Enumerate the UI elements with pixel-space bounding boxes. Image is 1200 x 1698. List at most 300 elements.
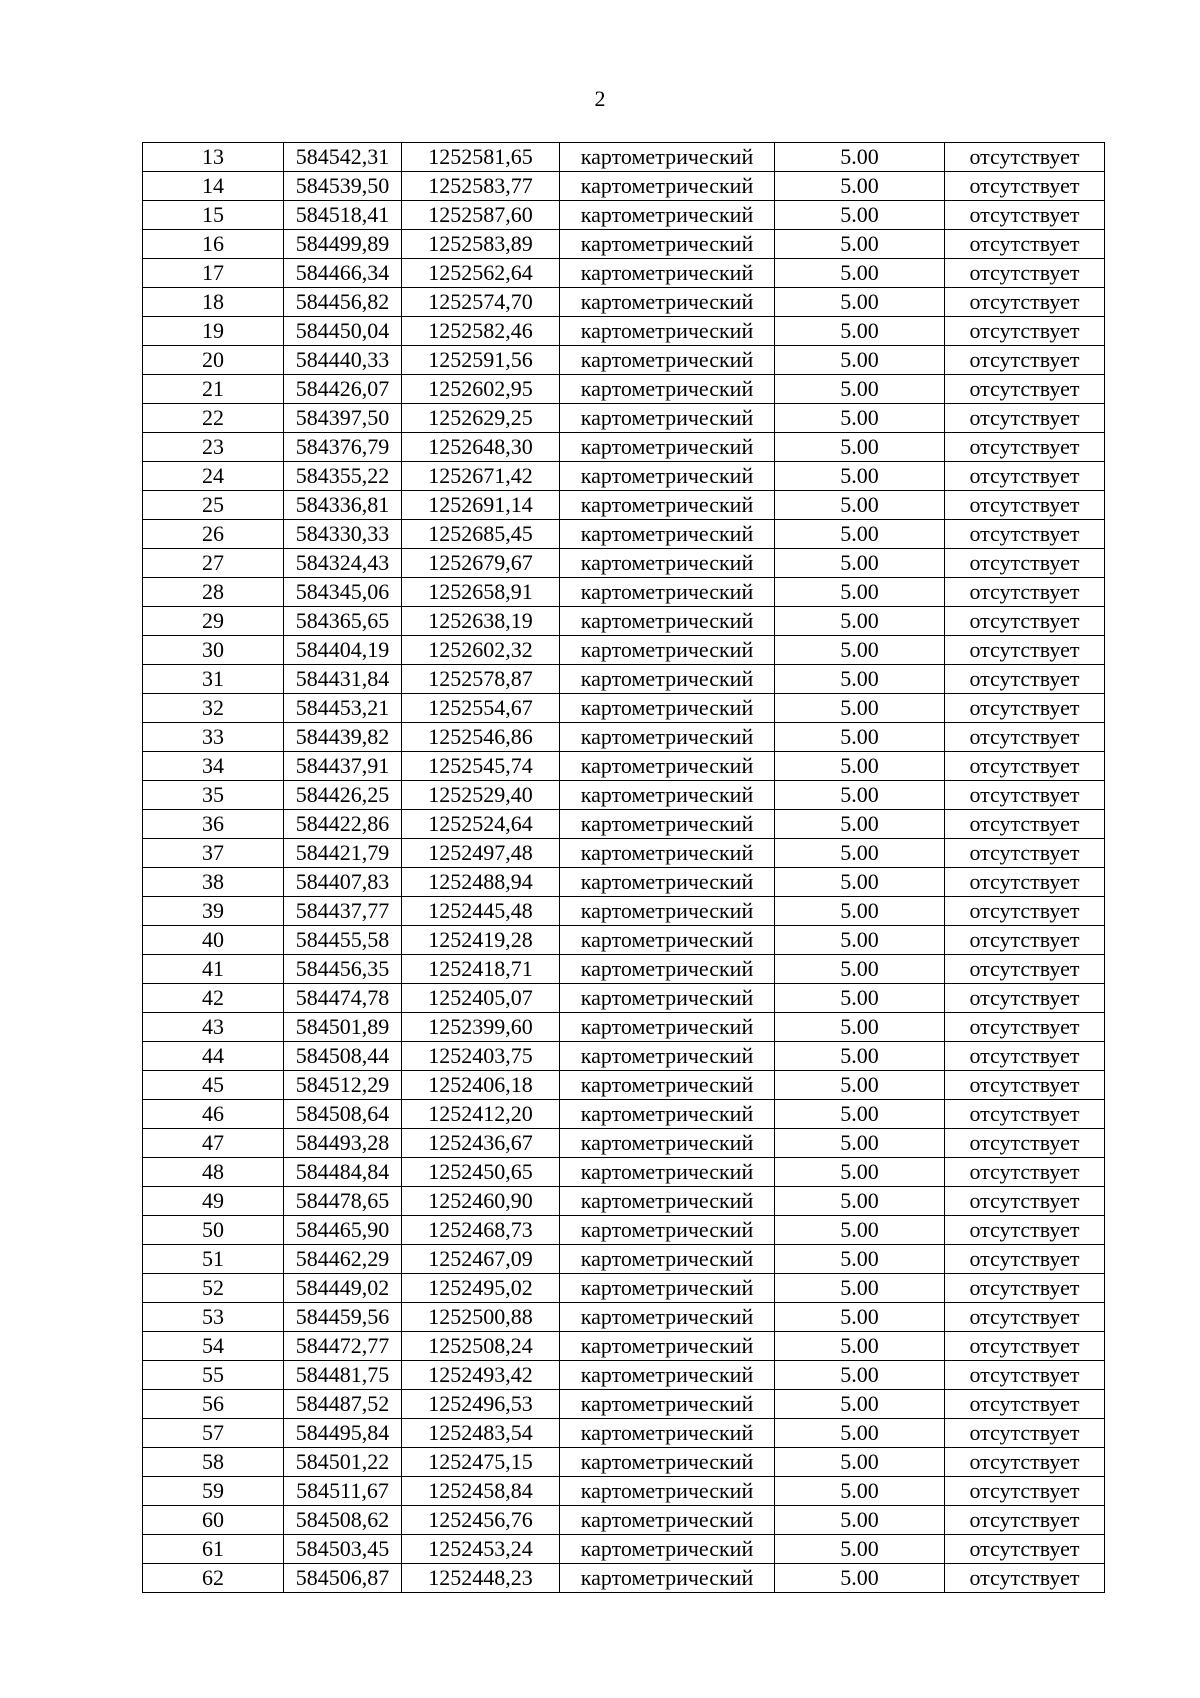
- method-cell: картометрический: [560, 868, 775, 897]
- method-cell: картометрический: [560, 694, 775, 723]
- method-cell: картометрический: [560, 1013, 775, 1042]
- method-cell: картометрический: [560, 636, 775, 665]
- description-cell: отсутствует: [945, 723, 1105, 752]
- point-number-cell: 39: [143, 897, 284, 926]
- x-coordinate-cell: 584493,28: [284, 1129, 402, 1158]
- description-cell: отсутствует: [945, 1361, 1105, 1390]
- point-number-cell: 42: [143, 984, 284, 1013]
- method-cell: картометрический: [560, 1100, 775, 1129]
- description-cell: отсутствует: [945, 636, 1105, 665]
- description-cell: отсутствует: [945, 1303, 1105, 1332]
- precision-cell: 5.00: [775, 1216, 945, 1245]
- y-coordinate-cell: 1252583,89: [402, 230, 560, 259]
- method-cell: картометрический: [560, 1390, 775, 1419]
- description-cell: отсутствует: [945, 172, 1105, 201]
- page-number: 2: [594, 86, 606, 111]
- y-coordinate-cell: 1252456,76: [402, 1506, 560, 1535]
- y-coordinate-cell: 1252436,67: [402, 1129, 560, 1158]
- table-row: [143, 433, 1105, 462]
- precision-cell: 5.00: [775, 1100, 945, 1129]
- method-cell: картометрический: [560, 984, 775, 1013]
- method-cell: картометрический: [560, 143, 775, 172]
- description-cell: отсутствует: [945, 404, 1105, 433]
- x-coordinate-cell: 584501,22: [284, 1448, 402, 1477]
- point-number-cell: 34: [143, 752, 284, 781]
- y-coordinate-cell: 1252483,54: [402, 1419, 560, 1448]
- x-coordinate-cell: 584440,33: [284, 346, 402, 375]
- point-number-cell: 60: [143, 1506, 284, 1535]
- x-coordinate-cell: 584426,07: [284, 375, 402, 404]
- y-coordinate-cell: 1252591,56: [402, 346, 560, 375]
- x-coordinate-cell: 584487,52: [284, 1390, 402, 1419]
- x-coordinate-cell: 584462,29: [284, 1245, 402, 1274]
- precision-cell: 5.00: [775, 1535, 945, 1564]
- method-cell: картометрический: [560, 375, 775, 404]
- table-row: [143, 897, 1105, 926]
- precision-cell: 5.00: [775, 1013, 945, 1042]
- precision-cell: 5.00: [775, 1274, 945, 1303]
- method-cell: картометрический: [560, 1303, 775, 1332]
- y-coordinate-cell: 1252582,46: [402, 317, 560, 346]
- x-coordinate-cell: 584365,65: [284, 607, 402, 636]
- x-coordinate-cell: 584376,79: [284, 433, 402, 462]
- y-coordinate-cell: 1252629,25: [402, 404, 560, 433]
- point-number-cell: 22: [143, 404, 284, 433]
- precision-cell: 5.00: [775, 810, 945, 839]
- table-row: [143, 1448, 1105, 1477]
- point-number-cell: 47: [143, 1129, 284, 1158]
- table-row: [143, 665, 1105, 694]
- y-coordinate-cell: 1252500,88: [402, 1303, 560, 1332]
- description-cell: отсутствует: [945, 665, 1105, 694]
- x-coordinate-cell: 584499,89: [284, 230, 402, 259]
- table-row: [143, 1245, 1105, 1274]
- point-number-cell: 26: [143, 520, 284, 549]
- precision-cell: 5.00: [775, 1129, 945, 1158]
- description-cell: отсутствует: [945, 1506, 1105, 1535]
- point-number-cell: 56: [143, 1390, 284, 1419]
- description-cell: отсутствует: [945, 520, 1105, 549]
- point-number-cell: 38: [143, 868, 284, 897]
- y-coordinate-cell: 1252574,70: [402, 288, 560, 317]
- y-coordinate-cell: 1252581,65: [402, 143, 560, 172]
- table-row: [143, 462, 1105, 491]
- table-row: [143, 549, 1105, 578]
- y-coordinate-cell: 1252587,60: [402, 201, 560, 230]
- description-cell: отсутствует: [945, 1419, 1105, 1448]
- table-row: [143, 1506, 1105, 1535]
- point-number-cell: 59: [143, 1477, 284, 1506]
- method-cell: картометрический: [560, 1129, 775, 1158]
- description-cell: отсутствует: [945, 462, 1105, 491]
- precision-cell: 5.00: [775, 346, 945, 375]
- point-number-cell: 19: [143, 317, 284, 346]
- precision-cell: 5.00: [775, 752, 945, 781]
- description-cell: отсутствует: [945, 1158, 1105, 1187]
- table-row: [143, 955, 1105, 984]
- description-cell: отсутствует: [945, 1535, 1105, 1564]
- description-cell: отсутствует: [945, 491, 1105, 520]
- y-coordinate-cell: 1252562,64: [402, 259, 560, 288]
- x-coordinate-cell: 584508,64: [284, 1100, 402, 1129]
- description-cell: отсутствует: [945, 317, 1105, 346]
- x-coordinate-cell: 584508,44: [284, 1042, 402, 1071]
- description-cell: отсутствует: [945, 549, 1105, 578]
- table-row: [143, 1274, 1105, 1303]
- precision-cell: 5.00: [775, 1390, 945, 1419]
- table-row: [143, 984, 1105, 1013]
- point-number-cell: 24: [143, 462, 284, 491]
- precision-cell: 5.00: [775, 694, 945, 723]
- precision-cell: 5.00: [775, 926, 945, 955]
- precision-cell: 5.00: [775, 868, 945, 897]
- precision-cell: 5.00: [775, 1361, 945, 1390]
- y-coordinate-cell: 1252475,15: [402, 1448, 560, 1477]
- precision-cell: 5.00: [775, 665, 945, 694]
- table-row: [143, 781, 1105, 810]
- point-number-cell: 54: [143, 1332, 284, 1361]
- x-coordinate-cell: 584404,19: [284, 636, 402, 665]
- description-cell: отсутствует: [945, 433, 1105, 462]
- table-row: [143, 607, 1105, 636]
- y-coordinate-cell: 1252445,48: [402, 897, 560, 926]
- x-coordinate-cell: 584330,33: [284, 520, 402, 549]
- description-cell: отсутствует: [945, 1013, 1105, 1042]
- point-number-cell: 33: [143, 723, 284, 752]
- y-coordinate-cell: 1252448,23: [402, 1564, 560, 1593]
- method-cell: картометрический: [560, 781, 775, 810]
- method-cell: картометрический: [560, 230, 775, 259]
- description-cell: отсутствует: [945, 781, 1105, 810]
- y-coordinate-cell: 1252578,87: [402, 665, 560, 694]
- description-cell: отсутствует: [945, 578, 1105, 607]
- y-coordinate-cell: 1252529,40: [402, 781, 560, 810]
- precision-cell: 5.00: [775, 897, 945, 926]
- point-number-cell: 49: [143, 1187, 284, 1216]
- method-cell: картометрический: [560, 1158, 775, 1187]
- y-coordinate-cell: 1252419,28: [402, 926, 560, 955]
- method-cell: картометрический: [560, 433, 775, 462]
- precision-cell: 5.00: [775, 1071, 945, 1100]
- table-row: [143, 143, 1105, 172]
- point-number-cell: 18: [143, 288, 284, 317]
- x-coordinate-cell: 584474,78: [284, 984, 402, 1013]
- precision-cell: 5.00: [775, 1158, 945, 1187]
- precision-cell: 5.00: [775, 839, 945, 868]
- description-cell: отсутствует: [945, 1071, 1105, 1100]
- table-row: [143, 636, 1105, 665]
- point-number-cell: 29: [143, 607, 284, 636]
- x-coordinate-cell: 584450,04: [284, 317, 402, 346]
- y-coordinate-cell: 1252546,86: [402, 723, 560, 752]
- method-cell: картометрический: [560, 288, 775, 317]
- y-coordinate-cell: 1252496,53: [402, 1390, 560, 1419]
- table-row: [143, 259, 1105, 288]
- point-number-cell: 48: [143, 1158, 284, 1187]
- table-row: [143, 520, 1105, 549]
- point-number-cell: 43: [143, 1013, 284, 1042]
- point-number-cell: 37: [143, 839, 284, 868]
- description-cell: отсутствует: [945, 1216, 1105, 1245]
- point-number-cell: 35: [143, 781, 284, 810]
- point-number-cell: 57: [143, 1419, 284, 1448]
- y-coordinate-cell: 1252658,91: [402, 578, 560, 607]
- table-row: [143, 810, 1105, 839]
- x-coordinate-cell: 584324,43: [284, 549, 402, 578]
- y-coordinate-cell: 1252399,60: [402, 1013, 560, 1042]
- y-coordinate-cell: 1252405,07: [402, 984, 560, 1013]
- method-cell: картометрический: [560, 578, 775, 607]
- precision-cell: 5.00: [775, 955, 945, 984]
- point-number-cell: 52: [143, 1274, 284, 1303]
- point-number-cell: 31: [143, 665, 284, 694]
- method-cell: картометрический: [560, 1216, 775, 1245]
- method-cell: картометрический: [560, 926, 775, 955]
- method-cell: картометрический: [560, 1071, 775, 1100]
- x-coordinate-cell: 584501,89: [284, 1013, 402, 1042]
- point-number-cell: 58: [143, 1448, 284, 1477]
- precision-cell: 5.00: [775, 1332, 945, 1361]
- y-coordinate-cell: 1252638,19: [402, 607, 560, 636]
- x-coordinate-cell: 584481,75: [284, 1361, 402, 1390]
- precision-cell: 5.00: [775, 404, 945, 433]
- method-cell: картометрический: [560, 404, 775, 433]
- point-number-cell: 44: [143, 1042, 284, 1071]
- method-cell: картометрический: [560, 665, 775, 694]
- y-coordinate-cell: 1252493,42: [402, 1361, 560, 1390]
- method-cell: картометрический: [560, 723, 775, 752]
- x-coordinate-cell: 584397,50: [284, 404, 402, 433]
- table-row: [143, 868, 1105, 897]
- table-row: [143, 1564, 1105, 1593]
- point-number-cell: 25: [143, 491, 284, 520]
- table-row: [143, 288, 1105, 317]
- table-row: [143, 1042, 1105, 1071]
- precision-cell: 5.00: [775, 491, 945, 520]
- precision-cell: 5.00: [775, 462, 945, 491]
- table-row: [143, 723, 1105, 752]
- x-coordinate-cell: 584484,84: [284, 1158, 402, 1187]
- method-cell: картометрический: [560, 839, 775, 868]
- x-coordinate-cell: 584437,77: [284, 897, 402, 926]
- description-cell: отсутствует: [945, 1274, 1105, 1303]
- table-row: [143, 1390, 1105, 1419]
- point-number-cell: 61: [143, 1535, 284, 1564]
- description-cell: отсутствует: [945, 926, 1105, 955]
- method-cell: картометрический: [560, 172, 775, 201]
- y-coordinate-cell: 1252450,65: [402, 1158, 560, 1187]
- y-coordinate-cell: 1252495,02: [402, 1274, 560, 1303]
- description-cell: отсутствует: [945, 984, 1105, 1013]
- y-coordinate-cell: 1252583,77: [402, 172, 560, 201]
- table-row: [143, 1100, 1105, 1129]
- table-row: [143, 752, 1105, 781]
- description-cell: отсутствует: [945, 752, 1105, 781]
- y-coordinate-cell: 1252497,48: [402, 839, 560, 868]
- description-cell: отсутствует: [945, 259, 1105, 288]
- point-number-cell: 62: [143, 1564, 284, 1593]
- method-cell: картометрический: [560, 520, 775, 549]
- point-number-cell: 32: [143, 694, 284, 723]
- y-coordinate-cell: 1252418,71: [402, 955, 560, 984]
- point-number-cell: 55: [143, 1361, 284, 1390]
- table-row: [143, 578, 1105, 607]
- description-cell: отсутствует: [945, 1245, 1105, 1274]
- x-coordinate-cell: 584437,91: [284, 752, 402, 781]
- precision-cell: 5.00: [775, 1506, 945, 1535]
- y-coordinate-cell: 1252524,64: [402, 810, 560, 839]
- table-row: [143, 1477, 1105, 1506]
- x-coordinate-cell: 584459,56: [284, 1303, 402, 1332]
- table-row: [143, 404, 1105, 433]
- x-coordinate-cell: 584512,29: [284, 1071, 402, 1100]
- precision-cell: 5.00: [775, 607, 945, 636]
- method-cell: картометрический: [560, 955, 775, 984]
- table-row: [143, 1187, 1105, 1216]
- y-coordinate-cell: 1252458,84: [402, 1477, 560, 1506]
- x-coordinate-cell: 584355,22: [284, 462, 402, 491]
- y-coordinate-cell: 1252467,09: [402, 1245, 560, 1274]
- description-cell: отсутствует: [945, 1564, 1105, 1593]
- coordinates-table: [142, 142, 1105, 1593]
- description-cell: отсутствует: [945, 375, 1105, 404]
- x-coordinate-cell: 584426,25: [284, 781, 402, 810]
- x-coordinate-cell: 584453,21: [284, 694, 402, 723]
- point-number-cell: 27: [143, 549, 284, 578]
- point-number-cell: 28: [143, 578, 284, 607]
- method-cell: картометрический: [560, 810, 775, 839]
- table-row: [143, 346, 1105, 375]
- x-coordinate-cell: 584439,82: [284, 723, 402, 752]
- method-cell: картометрический: [560, 259, 775, 288]
- method-cell: картометрический: [560, 897, 775, 926]
- x-coordinate-cell: 584449,02: [284, 1274, 402, 1303]
- method-cell: картометрический: [560, 1245, 775, 1274]
- y-coordinate-cell: 1252685,45: [402, 520, 560, 549]
- method-cell: картометрический: [560, 1042, 775, 1071]
- point-number-cell: 45: [143, 1071, 284, 1100]
- table-row: [143, 1303, 1105, 1332]
- precision-cell: 5.00: [775, 1303, 945, 1332]
- precision-cell: 5.00: [775, 201, 945, 230]
- table-row: [143, 1419, 1105, 1448]
- description-cell: отсутствует: [945, 1187, 1105, 1216]
- y-coordinate-cell: 1252468,73: [402, 1216, 560, 1245]
- x-coordinate-cell: 584407,83: [284, 868, 402, 897]
- point-number-cell: 30: [143, 636, 284, 665]
- precision-cell: 5.00: [775, 578, 945, 607]
- description-cell: отсутствует: [945, 288, 1105, 317]
- table-row: [143, 1158, 1105, 1187]
- table-row: [143, 1013, 1105, 1042]
- x-coordinate-cell: 584518,41: [284, 201, 402, 230]
- method-cell: картометрический: [560, 1564, 775, 1593]
- method-cell: картометрический: [560, 1506, 775, 1535]
- description-cell: отсутствует: [945, 201, 1105, 230]
- table-row: [143, 1129, 1105, 1158]
- y-coordinate-cell: 1252679,67: [402, 549, 560, 578]
- precision-cell: 5.00: [775, 1419, 945, 1448]
- table-row: [143, 491, 1105, 520]
- method-cell: картометрический: [560, 1448, 775, 1477]
- point-number-cell: 13: [143, 143, 284, 172]
- precision-cell: 5.00: [775, 1477, 945, 1506]
- table-row: [143, 1071, 1105, 1100]
- method-cell: картометрический: [560, 1187, 775, 1216]
- x-coordinate-cell: 584511,67: [284, 1477, 402, 1506]
- point-number-cell: 23: [143, 433, 284, 462]
- y-coordinate-cell: 1252648,30: [402, 433, 560, 462]
- method-cell: картометрический: [560, 346, 775, 375]
- precision-cell: 5.00: [775, 520, 945, 549]
- x-coordinate-cell: 584542,31: [284, 143, 402, 172]
- precision-cell: 5.00: [775, 1245, 945, 1274]
- description-cell: отсутствует: [945, 230, 1105, 259]
- description-cell: отсутствует: [945, 1448, 1105, 1477]
- point-number-cell: 15: [143, 201, 284, 230]
- precision-cell: 5.00: [775, 1042, 945, 1071]
- precision-cell: 5.00: [775, 317, 945, 346]
- point-number-cell: 53: [143, 1303, 284, 1332]
- point-number-cell: 46: [143, 1100, 284, 1129]
- table-row: [143, 1535, 1105, 1564]
- table-row: [143, 839, 1105, 868]
- description-cell: отсутствует: [945, 1332, 1105, 1361]
- precision-cell: 5.00: [775, 433, 945, 462]
- y-coordinate-cell: 1252602,95: [402, 375, 560, 404]
- description-cell: отсутствует: [945, 1390, 1105, 1419]
- point-number-cell: 50: [143, 1216, 284, 1245]
- x-coordinate-cell: 584345,06: [284, 578, 402, 607]
- y-coordinate-cell: 1252406,18: [402, 1071, 560, 1100]
- method-cell: картометрический: [560, 1535, 775, 1564]
- y-coordinate-cell: 1252554,67: [402, 694, 560, 723]
- x-coordinate-cell: 584421,79: [284, 839, 402, 868]
- description-cell: отсутствует: [945, 607, 1105, 636]
- method-cell: картометрический: [560, 607, 775, 636]
- x-coordinate-cell: 584472,77: [284, 1332, 402, 1361]
- method-cell: картометрический: [560, 1274, 775, 1303]
- description-cell: отсутствует: [945, 1477, 1105, 1506]
- x-coordinate-cell: 584431,84: [284, 665, 402, 694]
- table-row: [143, 375, 1105, 404]
- y-coordinate-cell: 1252671,42: [402, 462, 560, 491]
- y-coordinate-cell: 1252453,24: [402, 1535, 560, 1564]
- x-coordinate-cell: 584336,81: [284, 491, 402, 520]
- table-row: [143, 230, 1105, 259]
- x-coordinate-cell: 584456,82: [284, 288, 402, 317]
- method-cell: картометрический: [560, 491, 775, 520]
- table-row: [143, 926, 1105, 955]
- x-coordinate-cell: 584495,84: [284, 1419, 402, 1448]
- table-row: [143, 317, 1105, 346]
- point-number-cell: 21: [143, 375, 284, 404]
- precision-cell: 5.00: [775, 143, 945, 172]
- description-cell: отсутствует: [945, 694, 1105, 723]
- precision-cell: 5.00: [775, 549, 945, 578]
- precision-cell: 5.00: [775, 723, 945, 752]
- precision-cell: 5.00: [775, 636, 945, 665]
- y-coordinate-cell: 1252460,90: [402, 1187, 560, 1216]
- method-cell: картометрический: [560, 1419, 775, 1448]
- description-cell: отсутствует: [945, 1042, 1105, 1071]
- precision-cell: 5.00: [775, 375, 945, 404]
- y-coordinate-cell: 1252508,24: [402, 1332, 560, 1361]
- precision-cell: 5.00: [775, 781, 945, 810]
- x-coordinate-cell: 584455,58: [284, 926, 402, 955]
- description-cell: отсутствует: [945, 955, 1105, 984]
- x-coordinate-cell: 584465,90: [284, 1216, 402, 1245]
